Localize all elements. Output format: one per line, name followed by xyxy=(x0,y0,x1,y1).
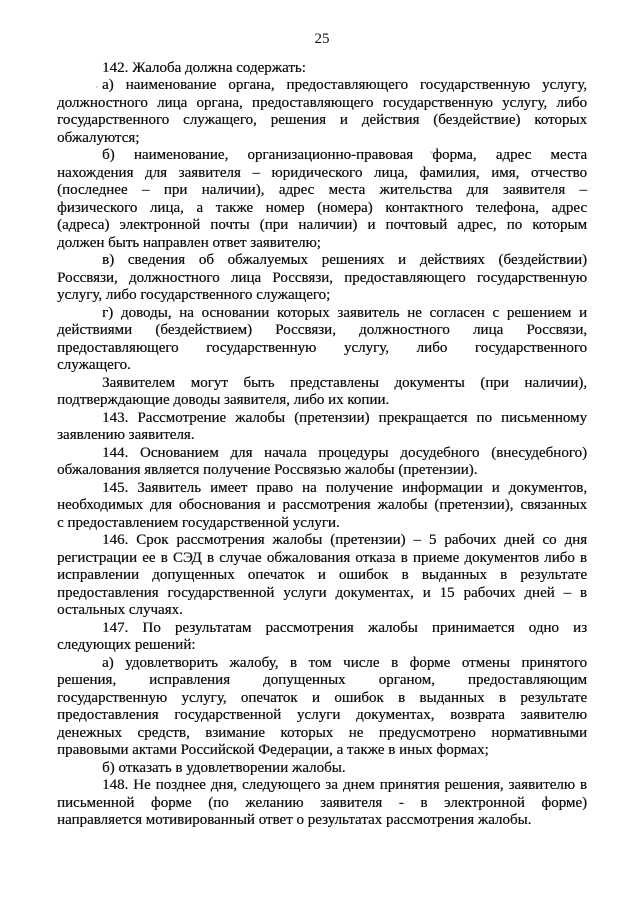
text-line: 147. По результатам рассмотрения жалобы принимается одно из xyxy=(102,619,587,636)
text-line: правовыми актами Российской Федерации, а также в иных формах; xyxy=(57,742,489,758)
paragraph xyxy=(57,410,587,445)
text-line: направляется мотивированный ответ о результатах рассмотрения жалобы. xyxy=(57,812,532,828)
text-line: нахождения для заявителя – юридического лица, фамилия, имя, отчество xyxy=(57,164,587,181)
page-number: 25 xyxy=(314,31,330,47)
text-line: а) наименование органа, предоставляющего государственную услугу, xyxy=(102,77,587,93)
text-line: подтверждающие доводы заявителя, либо их копии. xyxy=(57,392,390,408)
text-line: а) удовлетворить жалобу, в том числе в форме отмены принятого xyxy=(102,654,587,671)
text-line: обжалуются; xyxy=(57,129,140,146)
text-line: (последнее – при наличии), адрес места жительства для заявителя – xyxy=(57,182,587,198)
text-line: предоставления государственной услуги документах, и 15 рабочих дней – в xyxy=(57,584,587,601)
paragraph xyxy=(57,620,587,655)
text-line: г) доводы, на основании которых заявитель не согласен с решением и xyxy=(102,304,587,321)
text-line: 144. Основанием для начала процедуры досудебного (внесудебного) xyxy=(102,444,587,461)
text-line: остальных случаях. xyxy=(57,602,183,618)
text-line: исправлении допущенных опечаток и ошибок в выданных в результате xyxy=(57,567,587,583)
paragraph xyxy=(57,777,587,830)
text-line: предоставления государственной услуги документах, возврата заявителю xyxy=(57,707,587,723)
text-line: услугу, либо государственного служащего; xyxy=(57,287,331,303)
paragraph xyxy=(57,252,587,305)
text-line: Заявителем могут быть представлены документы (при наличии), xyxy=(102,374,587,391)
text-line: денежных средств, взимание которых не предусмотрено нормативными xyxy=(57,724,587,741)
paragraph xyxy=(57,305,587,375)
paragraph xyxy=(57,532,587,620)
text-line: письменной форме (по желанию заявителя - в электронной форме) xyxy=(57,794,587,811)
text-line: должностного лица органа, предоставляющего государственную услугу, либо xyxy=(57,94,587,111)
text-line: б) наименование, организационно-правовая форма, адрес места xyxy=(102,147,587,163)
text-line: государственного служащего, решения и действия (бездействие) которых xyxy=(57,112,587,128)
text-line: регистрации ее в СЭД в случае обжалования отказа в приеме документов либо в xyxy=(57,549,587,566)
paragraph xyxy=(57,147,587,252)
text-line: физического лица, а также номер (номера) контактного телефона, адрес xyxy=(57,199,587,216)
paragraph xyxy=(57,77,587,147)
text-line: в) сведения об обжалуемых решениях и действиях (бездействии) xyxy=(102,252,587,268)
text-line: б) отказать в удовлетворении жалобы. xyxy=(102,759,346,776)
scan-artifact xyxy=(430,151,433,154)
paragraph xyxy=(57,760,587,778)
text-line: обжалования является получение Россвязью жалобы (претензии). xyxy=(57,462,478,478)
paragraph xyxy=(57,375,587,410)
paragraph xyxy=(57,445,587,480)
text-line: должен быть направлен ответ заявителю; xyxy=(57,234,321,251)
text-line: 143. Рассмотрение жалобы (претензии) прекращается по письменному xyxy=(102,409,587,426)
paragraph xyxy=(57,480,587,533)
text-line: государственную услугу, опечаток и ошибок в выданных в результате xyxy=(57,689,587,706)
text-line: 142. Жалоба должна содержать: xyxy=(102,59,306,76)
text-line: служащего. xyxy=(57,357,131,373)
text-line: 148. Не позднее дня, следующего за днем принятия решения, заявителю в xyxy=(102,777,587,793)
document-body xyxy=(57,60,587,830)
text-line: решения, исправления допущенных органом, предоставляющим xyxy=(57,672,587,688)
paragraph xyxy=(57,60,587,78)
text-line: (адреса) электронной почты (при наличии) и почтовый адрес, по которым xyxy=(57,217,587,233)
text-line: следующих решений: xyxy=(57,637,196,653)
text-line: предоставляющего государственную услугу, либо государственного xyxy=(57,339,587,356)
text-line: заявлению заявителя. xyxy=(57,427,195,443)
text-line: 146. Срок рассмотрения жалобы (претензии) – 5 рабочих дней со дня xyxy=(102,532,587,548)
paragraph xyxy=(57,655,587,760)
text-line: необходимых для обоснования и рассмотрения жалобы (претензии), связанных xyxy=(57,497,587,513)
text-line: с предоставлением государственной услуги. xyxy=(57,514,340,531)
text-line: Россвязи, должностного лица Россвязи, предоставляющего государственную xyxy=(57,269,587,286)
scan-artifact xyxy=(96,86,98,88)
text-line: 145. Заявитель имеет право на получение информации и документов, xyxy=(102,479,587,496)
text-line: действиями (бездействием) Россвязи, должностного лица Россвязи, xyxy=(57,322,587,338)
